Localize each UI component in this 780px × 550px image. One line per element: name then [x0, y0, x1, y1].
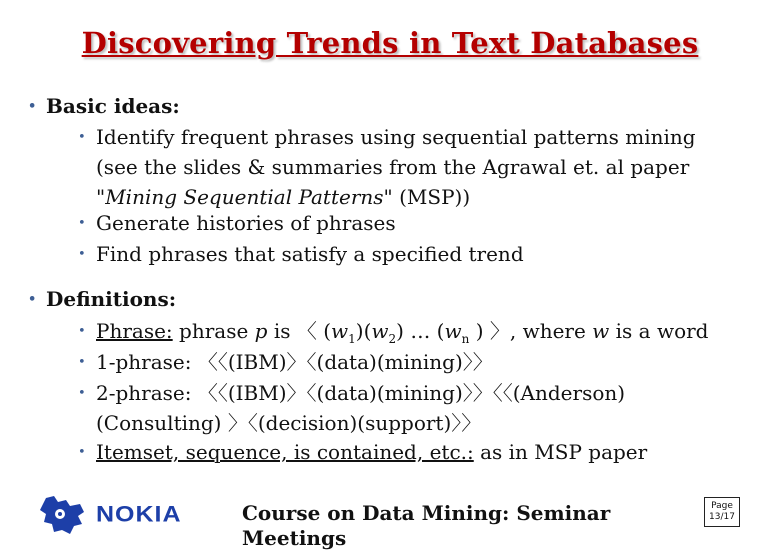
- list-item: [78, 316, 738, 347]
- section-basic-ideas: [28, 94, 180, 118]
- list-item: [78, 208, 738, 239]
- nokia-logo: NOKIA: [96, 501, 182, 527]
- section-heading: Definitions:: [46, 287, 177, 311]
- paper-title: Mining Sequential Patterns: [105, 185, 384, 209]
- bullet-icon: •: [78, 445, 86, 460]
- slide-title: Discovering Trends in Text Databases: [81, 26, 699, 60]
- bullet-icon: •: [78, 324, 86, 339]
- line: Identify frequent phrases using sequential patterns mining: [96, 125, 696, 149]
- line: " (MSP)): [383, 185, 471, 209]
- list-item: [78, 347, 738, 378]
- term: Itemset, sequence, is contained, etc.:: [96, 440, 474, 464]
- section-definitions: [28, 287, 176, 311]
- bullet-icon: •: [78, 247, 86, 262]
- page-label: Page: [711, 501, 733, 511]
- bullet-icon: •: [28, 292, 37, 307]
- page-number: 13/17: [709, 512, 735, 522]
- line: (Consulting) 〉〈(decision)(support)〉〉: [96, 411, 482, 435]
- list-item-text: 1-phrase: 〈〈(IBM)〉〈(data)(mining)〉〉: [96, 350, 493, 374]
- list-item: [78, 239, 738, 270]
- page-indicator: [704, 497, 740, 527]
- bullet-icon: •: [28, 99, 37, 114]
- bullet-icon: •: [78, 355, 86, 370]
- list-item: [78, 378, 738, 435]
- list-item-text: Phrase: phrase p is 〈 $(w_1)(w_2)$ … ($w_n$ ) 〉, where w is a word: [96, 319, 709, 346]
- line: 2-phrase: 〈〈(IBM)〉〈(data)(mining)〉〉〈〈(Anderson): [96, 381, 626, 405]
- footer-course-line2: Meetings: [242, 526, 347, 550]
- bullet-icon: •: [78, 130, 86, 145]
- quote: ": [96, 185, 106, 209]
- bullet-icon: •: [78, 386, 86, 401]
- university-logo-icon: [36, 492, 92, 536]
- list-item-text: Generate histories of phrases: [96, 211, 396, 235]
- bullet-icon: •: [78, 216, 86, 231]
- section-heading: Basic ideas:: [46, 94, 180, 118]
- line: (see the slides & summaries from the Agrawal et. al paper: [96, 155, 690, 179]
- list-item-text: [96, 122, 696, 212]
- term: Phrase:: [96, 319, 173, 343]
- list-item: [78, 437, 738, 468]
- list-item-text: Find phrases that satisfy a specified trend: [96, 242, 524, 266]
- list-item-text: [96, 378, 625, 438]
- footer-course: Course on Data Mining: Seminar: [242, 501, 611, 525]
- list-item-text: Itemset, sequence, is contained, etc.: as in MSP paper: [96, 440, 648, 464]
- list-item: [78, 122, 738, 209]
